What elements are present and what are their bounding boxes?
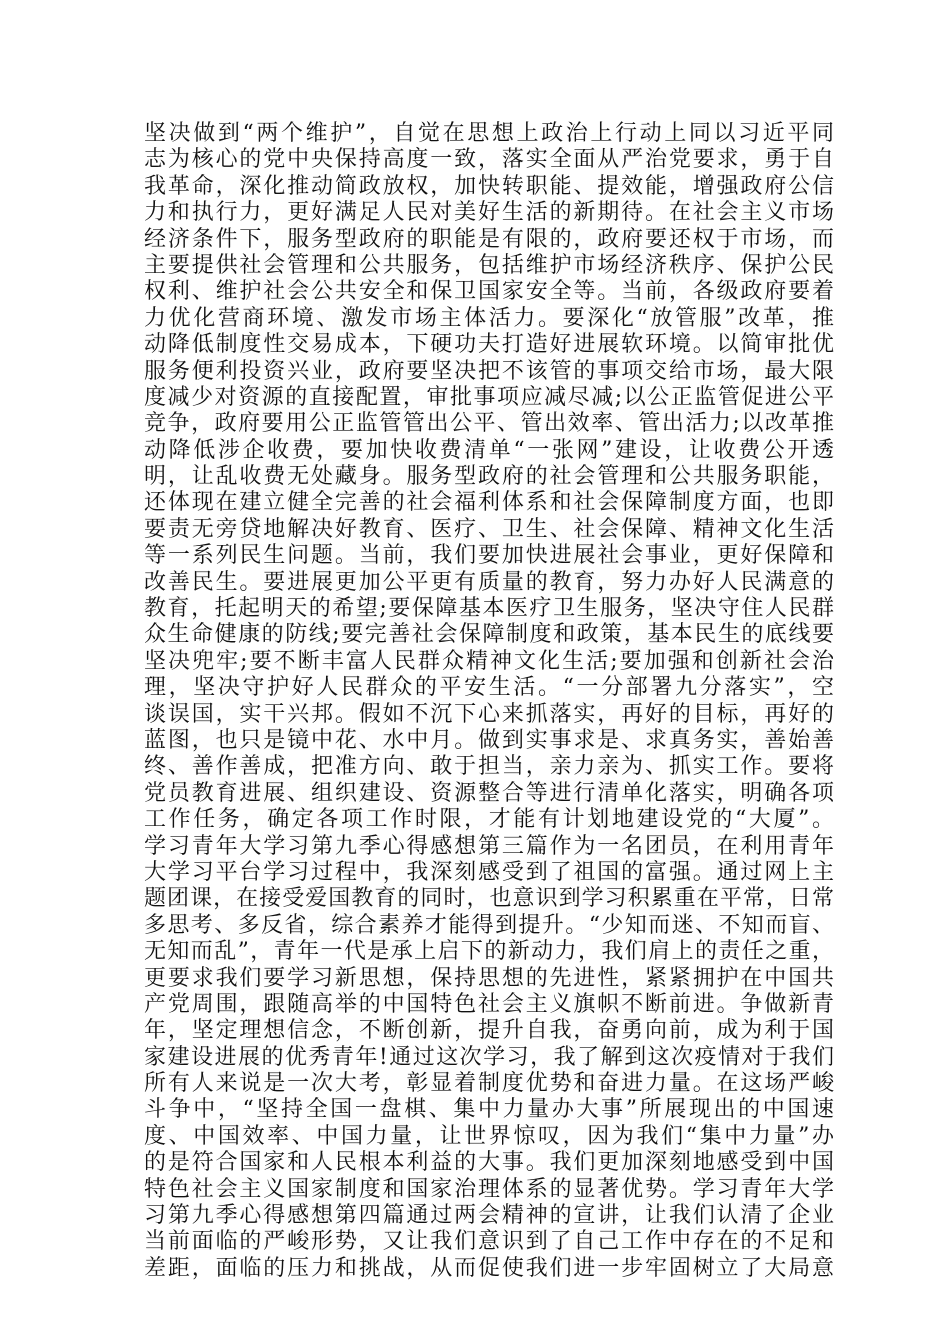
text-line: 坚决做到“两个维护”，自觉在思想上政治上行动上同以习近平同: [144, 121, 834, 146]
text-line: 终、善作善成，把准方向、敢于担当，亲力亲为、抓实工作。要将: [144, 754, 834, 780]
text-line: 谈误国，实干兴邦。假如不沉下心来抓落实，再好的目标，再好的: [144, 701, 834, 727]
text-line: 理，坚决守护好人民群众的平安生活。“一分部署九分落实”，空: [144, 675, 834, 701]
text-line: 家建设进展的优秀青年!通过这次学习，我了解到这次疫情对于我们: [144, 1044, 834, 1070]
text-line: 要责无旁贷地解决好教育、医疗、卫生、社会保障、精神文化生活: [144, 516, 834, 542]
body-text: [144, 121, 834, 1282]
text-line: 的是符合国家和人民根本利益的大事。我们更加深刻地感受到中国: [144, 1150, 834, 1176]
text-line: 竞争，政府要用公正监管管出公平、管出效率、管出活力;以改革推: [144, 411, 834, 437]
text-line: 当前面临的严峻形势，又让我们意识到了自己工作中存在的不足和: [144, 1229, 834, 1255]
text-line: 题团课，在接受爱国教育的同时，也意识到学习积累重在平常，日常: [144, 886, 834, 912]
text-line: 党员教育进展、组织建设、资源整合等进行清单化落实，明确各项: [144, 780, 834, 806]
text-line: 动降低涉企收费，要加快收费清单“一张网”建设，让收费公开透: [144, 437, 834, 463]
text-line: 更要求我们要学习新思想，保持思想的先进性，紧紧拥护在中国共: [144, 965, 834, 991]
text-line: 我革命，深化推动简政放权，加快转职能、提效能，增强政府公信: [144, 173, 834, 199]
text-line: 服务便利投资兴业，政府要坚决把不该管的事项交给市场，最大限: [144, 358, 834, 384]
text-line: 工作任务，确定各项工作时限，才能有计划地建设党的“大厦”。: [144, 807, 834, 833]
text-line: 度、中国效率、中国力量，让世界惊叹，因为我们“集中力量”办: [144, 1123, 834, 1149]
text-line: 蓝图，也只是镜中花、水中月。做到实事求是、求真务实，善始善: [144, 727, 834, 753]
text-line: 权利、维护社会公共安全和保卫国家安全等。当前，各级政府要着: [144, 279, 834, 305]
text-line: 明，让乱收费无处藏身。服务型政府的社会管理和公共服务职能，: [144, 464, 834, 490]
text-line: 众生命健康的防线;要完善社会保障制度和政策，基本民生的底线要: [144, 622, 834, 648]
text-line: 大学习平台学习过程中，我深刻感受到了祖国的富强。通过网上主: [144, 859, 834, 885]
text-line: 力和执行力，更好满足人民对美好生活的新期待。在社会主义市场: [144, 200, 834, 226]
text-line: 差距，面临的压力和挑战，从而促使我们进一步牢固树立了大局意: [144, 1255, 834, 1281]
text-line: 斗争中，“坚持全国一盘棋、集中力量办大事”所展现出的中国速: [144, 1097, 834, 1123]
text-line: 志为核心的党中央保持高度一致，落实全面从严治党要求，勇于自: [144, 147, 834, 173]
text-line: 度减少对资源的直接配置，审批事项应减尽减;以公正监管促进公平: [144, 384, 834, 410]
text-line: 多思考、多反省，综合素养才能得到提升。“少知而迷、不知而盲、: [144, 912, 834, 938]
text-line: 特色社会主义国家制度和国家治理体系的显著优势。学习青年大学: [144, 1176, 834, 1202]
text-line: 教育，托起明天的希望;要保障基本医疗卫生服务，坚决守住人民群: [144, 596, 834, 622]
text-line: 还体现在建立健全完善的社会福利体系和社会保障制度方面，也即: [144, 490, 834, 516]
text-line: 坚决兜牢;要不断丰富人民群众精神文化生活;要加强和创新社会治: [144, 648, 834, 674]
text-line: 所有人来说是一次大考，彰显着制度优势和奋进力量。在这场严峻: [144, 1071, 834, 1097]
text-line: 改善民生。要进展更加公平更有质量的教育，努力办好人民满意的: [144, 569, 834, 595]
text-line: 产党周围，跟随高举的中国特色社会主义旗帜不断前进。争做新青: [144, 991, 834, 1017]
text-line: 等一系列民生问题。当前，我们要加快进展社会事业，更好保障和: [144, 543, 834, 569]
text-line: 力优化营商环境、激发市场主体活力。要深化“放管服”改革，推: [144, 305, 834, 331]
text-line: 主要提供社会管理和公共服务，包括维护市场经济秩序、保护公民: [144, 252, 834, 278]
text-line: 经济条件下，服务型政府的职能是有限的，政府要还权于市场，而: [144, 226, 834, 252]
text-line: 无知而乱”，青年一代是承上启下的新动力，我们肩上的责任之重，: [144, 939, 834, 965]
text-line: 习第九季心得感想第四篇通过两会精神的宣讲，让我们认清了企业: [144, 1203, 834, 1229]
text-line: 动降低制度性交易成本，下硬功夫打造好进展软环境。以简审批优: [144, 332, 834, 358]
text-line: 学习青年大学习第九季心得感想第三篇作为一名团员，在利用青年: [144, 833, 834, 859]
text-line: 年，坚定理想信念，不断创新，提升自我，奋勇向前，成为利于国: [144, 1018, 834, 1044]
